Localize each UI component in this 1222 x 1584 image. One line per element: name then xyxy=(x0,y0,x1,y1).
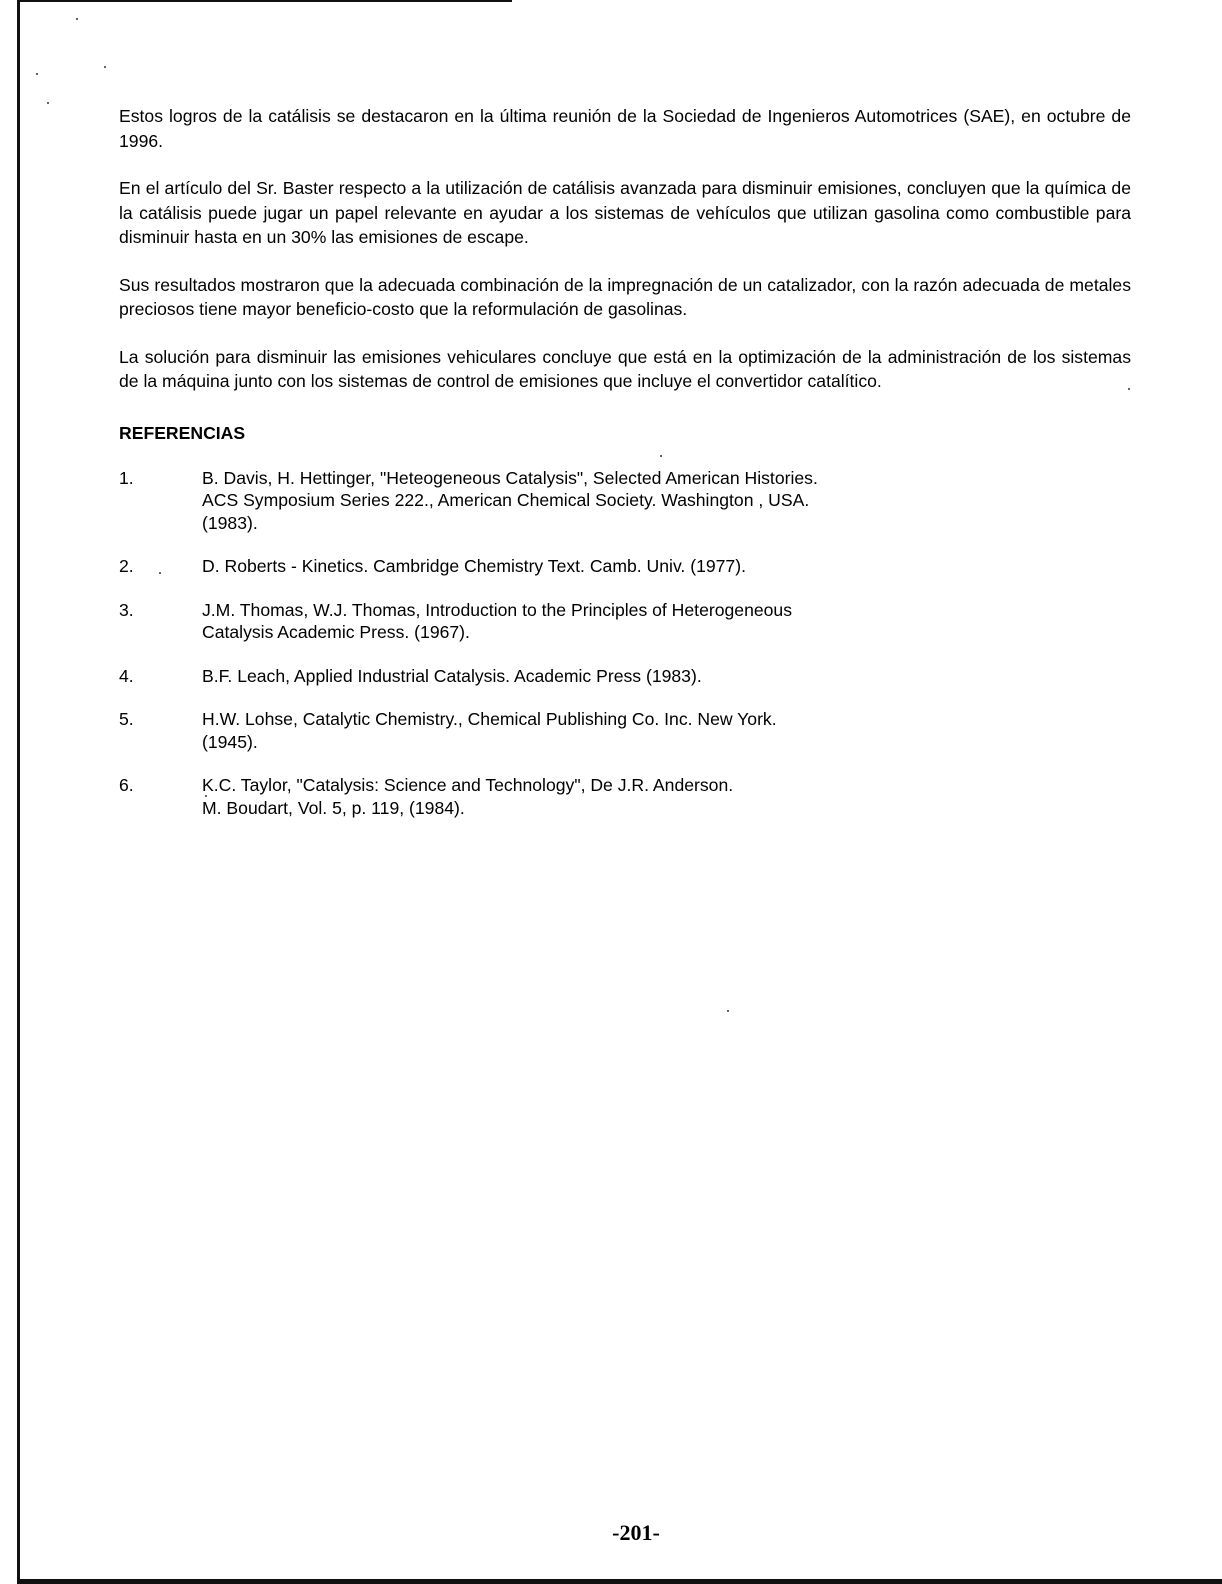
reference-item xyxy=(119,467,1131,535)
reference-number: 6. xyxy=(119,775,134,795)
scan-speck xyxy=(104,66,106,68)
scan-speck xyxy=(36,73,38,75)
scan-speck xyxy=(76,18,78,20)
reference-text: J.M. Thomas, W.J. Thomas, Introduction to the Principles of Heterogeneous Catalysis Academic Press. (1967). xyxy=(202,599,792,642)
body-paragraph: En el artículo del Sr. Baster respecto a la utilización de catálisis avanzada para disminuir emisiones, concluyen que la química de la catálisis puede jugar un papel relevante en ayudar a los sistemas de vehículos que utilizan gasolina como combustible para disminuir hasta en un 30% las emisiones de escape. xyxy=(119,178,1131,247)
body-paragraph: Estos logros de la catálisis se destacaron en la última reunión de la Sociedad de Ingenieros Automotrices (SAE), en octubre de 1996. xyxy=(119,106,1131,151)
reference-number: 1. xyxy=(119,467,134,488)
reference-text: H.W. Lohse, Catalytic Chemistry., Chemical Publishing Co. Inc. New York. (1945). xyxy=(202,709,777,752)
reference-number: 3. xyxy=(119,599,134,620)
reference-number: 4. xyxy=(119,665,134,686)
reference-item xyxy=(119,665,1131,688)
reference-item xyxy=(119,708,1131,753)
reference-number: 5. xyxy=(119,709,134,729)
scan-top-border xyxy=(17,0,512,2)
reference-item xyxy=(119,555,1131,578)
body-paragraph: La solución para disminuir las emisiones vehiculares concluye que está en la optimización de la administración de los sistemas de la máquina junto con los sistemas de control de emisiones que incluye el convertidor catalítico. xyxy=(119,346,1131,391)
body-paragraph: Sus resultados mostraron que la adecuada combinación de la impregnación de un catalizador, con la razón adecuada de metales preciosos tiene mayor beneficio-costo que la reformulación de gasolinas. xyxy=(119,274,1131,319)
reference-item xyxy=(119,599,1131,644)
reference-number: 2. xyxy=(119,556,134,576)
main-content xyxy=(119,104,1131,840)
reference-item xyxy=(119,774,1131,819)
reference-text: K.C. Taylor, "Catalysis: Science and Technology", De J.R. Anderson. M. Boudart, Vol. 5, p. 119, (1984). xyxy=(202,775,734,818)
reference-text: B. Davis, H. Hettinger, "Heteogeneous Catalysis", Selected American Histories. ACS Symposium Series 222., American Chemical Society. Washington , USA. (1983). xyxy=(202,467,818,533)
reference-text: B.F. Leach, Applied Industrial Catalysis. Academic Press (1983). xyxy=(202,665,702,686)
references-heading: REFERENCIAS xyxy=(119,422,246,443)
page-number: -201- xyxy=(612,1520,660,1545)
scan-speck xyxy=(727,1010,729,1012)
reference-text: D. Roberts - Kinetics. Cambridge Chemistry Text. Camb. Univ. (1977). xyxy=(202,556,746,576)
scan-left-border xyxy=(17,0,20,1584)
scan-speck xyxy=(47,102,49,104)
scan-bottom-border xyxy=(17,1579,1222,1584)
